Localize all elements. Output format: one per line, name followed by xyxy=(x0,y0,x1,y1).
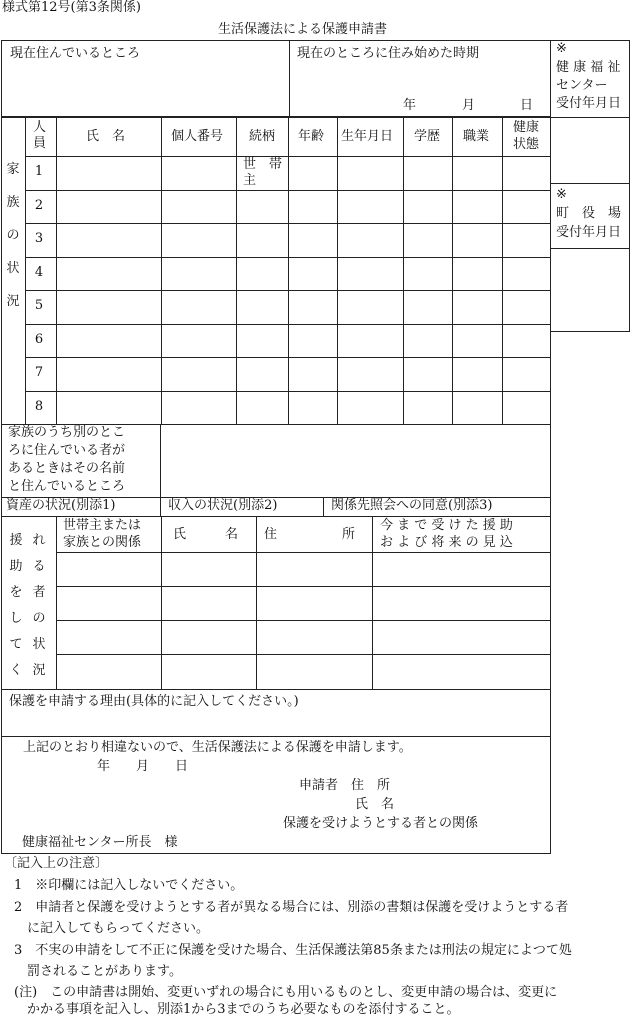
helper-header-history-a: 今 ま で 受 け た 援 助 xyxy=(380,518,513,533)
form-number: 様式第12号(第3条関係) xyxy=(2,0,141,15)
head-of-household-b: 主 xyxy=(243,173,257,188)
header-relation: 続柄 xyxy=(249,129,276,144)
applicant-relation-label: 保護を受けようとする者との関係 xyxy=(283,816,479,831)
helper-header-name: 氏 名 xyxy=(173,527,239,542)
town-office-line2: 受付年月日 xyxy=(556,225,622,240)
head-of-household-a: 世 帯 xyxy=(243,157,283,172)
consent-label: 関係先照会への同意(別添3) xyxy=(331,498,493,513)
note-item: に記入してもらってください。 xyxy=(14,921,210,936)
note-item: 罰されることがあります。 xyxy=(14,964,182,979)
form-title: 生活保護法による保護申請書 xyxy=(218,22,388,37)
header-id-number: 個人番号 xyxy=(171,129,224,144)
row-number-8: 8 xyxy=(34,399,44,414)
notes-title: 〔記入上の注意〕 xyxy=(4,856,109,871)
helper-side-label-b: れ る 者 の 状 況 xyxy=(32,533,46,678)
row-number-4: 4 xyxy=(34,265,44,280)
address-field[interactable] xyxy=(4,66,286,114)
row-number-1: 1 xyxy=(34,164,44,179)
declaration-date: 年 月 日 xyxy=(97,759,189,774)
address-label: 現在住んでいるところ xyxy=(10,46,141,61)
helper-header-address: 住 所 xyxy=(264,527,356,542)
since-day: 日 xyxy=(520,98,534,113)
helper-header-relation-a: 世帯主または xyxy=(63,518,142,533)
row-number-6: 6 xyxy=(34,332,44,347)
income-label: 収入の状況(別添2) xyxy=(168,498,278,513)
helper-header-relation-b: 家族との関係 xyxy=(63,535,142,550)
health-center-line2: センター xyxy=(556,78,608,93)
header-occupation: 職業 xyxy=(463,129,490,144)
town-office-mark: ※ xyxy=(556,187,567,202)
since-label: 現在のところに住み始めた時期 xyxy=(297,46,480,61)
note-item: 3 不実の申請をして不正に保護を受けた場合、生活保護法第85条または刑法の規定によつて処 xyxy=(14,943,572,958)
health-center-line1: 健 康 福 祉 xyxy=(556,60,621,75)
header-education: 学歴 xyxy=(414,129,441,144)
since-month: 月 xyxy=(462,98,476,113)
health-center-line3: 受付年月日 xyxy=(556,96,622,111)
note-item: (注) この申請書は開始、変更いずれの場合にも用いるものとし、変更申請の場合は、変更に xyxy=(14,985,558,1000)
addressee: 健康福祉センター所長 様 xyxy=(22,835,178,850)
header-name: 氏 名 xyxy=(86,129,126,144)
assets-label: 資産の状況(別添1) xyxy=(6,498,116,513)
header-member-a: 人 xyxy=(33,120,47,135)
note-item: 2 申請者と保護を受けようとする者が異なる場合には、別添の書類は保護を受けようとする者 xyxy=(14,900,569,915)
header-age: 年齢 xyxy=(298,129,325,144)
row-number-2: 2 xyxy=(34,198,44,213)
since-field[interactable] xyxy=(292,66,547,96)
row-number-5: 5 xyxy=(34,298,44,313)
declaration-text: 上記のとおり相違ないので、生活保護法による保護を申請します。 xyxy=(23,740,412,755)
row-number-7: 7 xyxy=(34,365,44,380)
helper-side-label-a: 援 助 を し て く xyxy=(9,533,23,678)
applicant-name-label: 氏 名 xyxy=(355,797,395,812)
separate-living-field[interactable] xyxy=(163,427,547,495)
reason-field[interactable] xyxy=(4,713,547,734)
family-status-side-label: 家 族 の 状 況 xyxy=(6,162,20,309)
health-center-mark: ※ xyxy=(556,41,567,56)
since-year: 年 xyxy=(403,98,417,113)
header-health-a: 健康 xyxy=(513,120,540,135)
note-item: かかる事項を記入し、別添1から3までのうち必要なものを添付すること。 xyxy=(14,1002,460,1017)
reason-label: 保護を申請する理由(具体的に記入してください。) xyxy=(9,694,299,709)
helper-header-history-b: お よ び 将 来 の 見 込 xyxy=(380,535,513,550)
header-member-b: 員 xyxy=(33,136,47,151)
header-dob: 生年月日 xyxy=(341,129,394,144)
row-number-3: 3 xyxy=(34,231,44,246)
note-item: 1 ※印欄には記入しないでください。 xyxy=(14,878,244,893)
applicant-address-label: 申請者 住 所 xyxy=(299,778,391,793)
town-office-line1: 町 役 場 xyxy=(556,206,622,221)
separate-living-label: 家族のうち別のとこ ろに住んでいる者が あるときはその名前 と住んでいるところ xyxy=(8,425,126,494)
header-health-b: 状態 xyxy=(513,137,540,152)
